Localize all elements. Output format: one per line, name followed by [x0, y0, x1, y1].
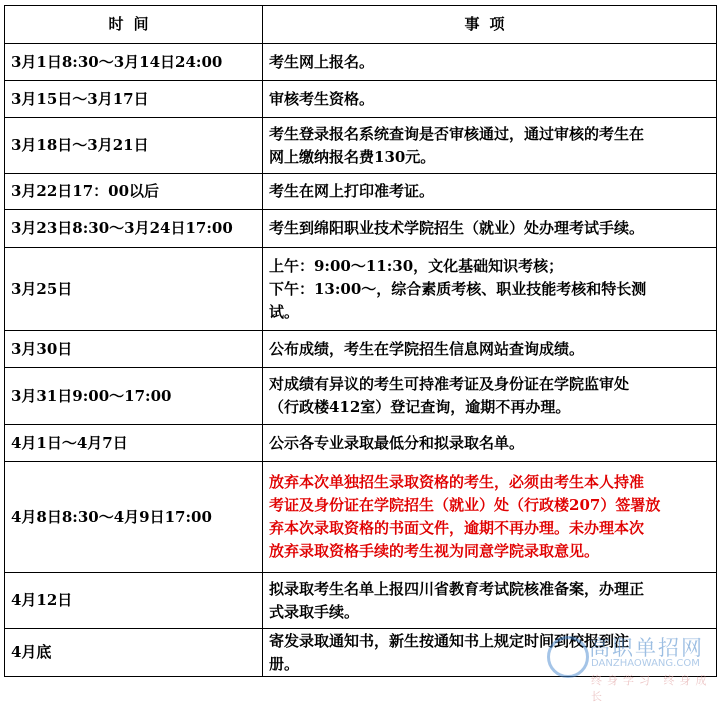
- row-event: [263, 573, 717, 629]
- event-line: 考生登录报名系统查询是否审核通过，通过审核的考生在: [269, 124, 645, 143]
- row-time: 3月1日8:30～3月14日24:00: [5, 44, 263, 81]
- row-event: [263, 174, 717, 210]
- event-line: 试。: [269, 302, 300, 321]
- row-time: 3月25日: [5, 248, 263, 331]
- row-time: 4月1日～4月7日: [5, 425, 263, 462]
- row-event: [263, 331, 717, 368]
- schedule-row: [5, 425, 717, 462]
- row-event: [263, 425, 717, 462]
- event-line: 弃本次录取资格的书面文件，逾期不再办理。未办理本次: [269, 519, 645, 537]
- schedule-row: [5, 368, 717, 425]
- event-line: 拟录取考生名单上报四川省教育考试院核准备案，办理正: [269, 579, 645, 598]
- row-event: [263, 44, 717, 81]
- event-line: 对成绩有异议的考生可持准考证及身份证在学院监审处: [269, 375, 630, 393]
- header-row: [5, 6, 717, 44]
- row-event: [263, 248, 717, 331]
- event-line: 审核考生资格。: [269, 89, 375, 108]
- event-line: 考生在网上打印准考证。: [269, 182, 435, 200]
- row-event: [263, 629, 717, 677]
- watermark-slogan: 终身学习 终身成长: [591, 674, 712, 703]
- event-line: 下午：13:00～，综合素质考核、职业技能考核和特长测: [269, 279, 647, 298]
- row-time: 3月18日～3月21日: [5, 118, 263, 174]
- event-line: 考证及身份证在学院招生（就业）处（行政楼207）签署放: [269, 496, 661, 514]
- schedule-row: [5, 118, 717, 174]
- schedule-row: [5, 81, 717, 118]
- event-line: 放弃本次单独招生录取资格的考生，必须由考生本人持准: [269, 473, 645, 491]
- schedule-row: [5, 210, 717, 248]
- header-event: 事项: [263, 6, 717, 44]
- schedule-row: [5, 573, 717, 629]
- row-time: 3月31日9:00～17:00: [5, 368, 263, 425]
- schedule-row: [5, 462, 717, 573]
- event-line: 公示各专业录取最低分和拟录取名单。: [269, 433, 525, 452]
- row-time: 3月23日8:30～3月24日17:00: [5, 210, 263, 248]
- row-event: [263, 118, 717, 174]
- event-line: 式录取手续。: [269, 602, 360, 621]
- event-line: 网上缴纳报名费130元。: [269, 147, 436, 166]
- event-line: 寄发录取通知书，新生按通知书上规定时间到校报到注: [269, 631, 630, 650]
- schedule-row: [5, 44, 717, 81]
- event-line: 放弃录取资格手续的考生视为同意学院录取意见。: [269, 542, 600, 560]
- event-line: （行政楼412室）登记查询，逾期不再办理。: [269, 398, 571, 416]
- event-line: 考生网上报名。: [269, 52, 375, 71]
- row-time: 4月8日8:30～4月9日17:00: [5, 462, 263, 573]
- row-time: 3月30日: [5, 331, 263, 368]
- row-time: 4月12日: [5, 573, 263, 629]
- row-time: 3月22日17：00以后: [5, 174, 263, 210]
- row-event: [263, 368, 717, 425]
- schedule-row: [5, 629, 717, 677]
- schedule-table: [4, 5, 717, 677]
- row-time: 4月底: [5, 629, 263, 677]
- row-event: [263, 81, 717, 118]
- watermark-title: 高职单招网: [589, 636, 704, 660]
- event-line: 册。: [269, 654, 300, 673]
- event-line: 上午：9:00～11:30，文化基础知识考核；: [269, 256, 564, 275]
- header-time: 时间: [5, 6, 263, 44]
- event-line: 公布成绩，考生在学院招生信息网站查询成绩。: [269, 339, 585, 358]
- event-line: 考生到绵阳职业技术学院招生（就业）处办理考试手续。: [269, 219, 645, 237]
- schedule-row: [5, 248, 717, 331]
- schedule-row: [5, 331, 717, 368]
- watermark-domain: DANZHAOWANG.COM: [591, 658, 700, 669]
- row-event: [263, 210, 717, 248]
- row-event: [263, 462, 717, 573]
- schedule-row: [5, 174, 717, 210]
- row-time: 3月15日～3月17日: [5, 81, 263, 118]
